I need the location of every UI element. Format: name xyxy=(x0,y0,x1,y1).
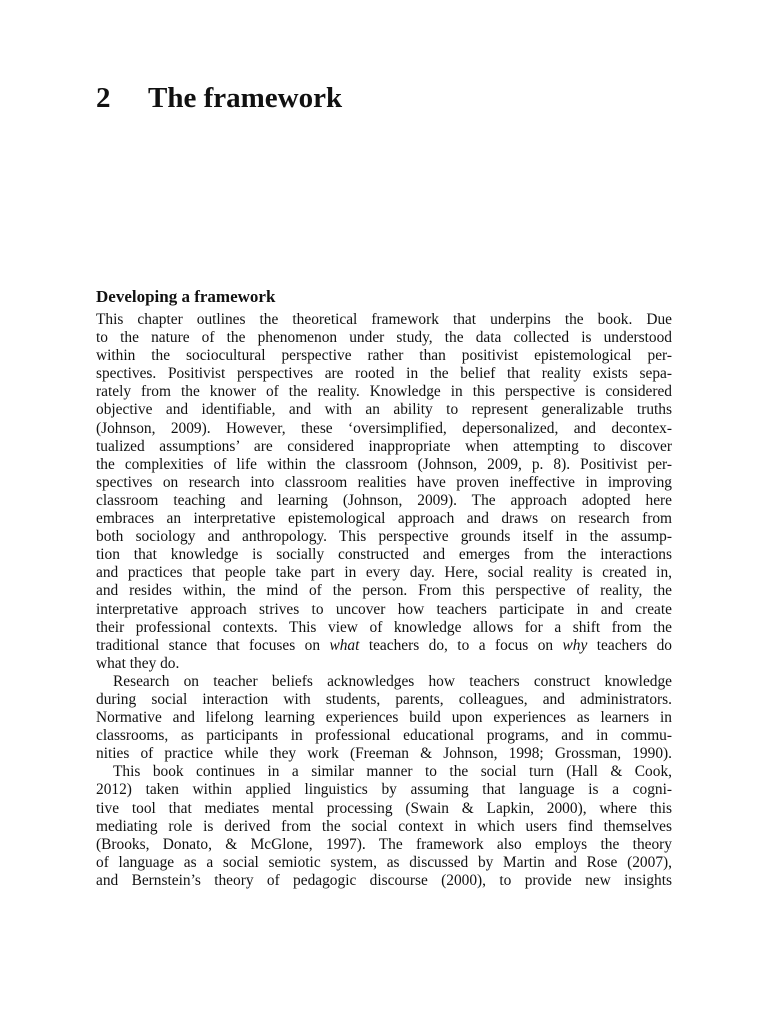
text-line: classroom teaching and learning (Johnson, 2009). The approach adopted here xyxy=(96,491,672,509)
text-line: Research on teacher beliefs acknowledges how teachers construct knowledge xyxy=(113,672,672,690)
text-line: tion that knowledge is socially constructed and emerges from the interactions xyxy=(96,546,672,564)
paragraph-3 xyxy=(96,763,672,890)
text-line: tive tool that mediates mental processing (Swain & Lapkin, 2000), where this xyxy=(96,799,672,817)
text-line: (Brooks, Donato, & McGlone, 1997). The framework also employs the theory xyxy=(96,835,672,853)
emphasis-why: why xyxy=(562,636,588,654)
text-line: spectives on research into classroom realities have proven ineffective in improving xyxy=(96,473,672,491)
text-line: This book continues in a similar manner to the social turn (Hall & Cook, xyxy=(113,763,672,781)
text-line: interpretative approach strives to uncover how teachers participate in and create xyxy=(96,600,672,618)
text-line: what they do. xyxy=(96,654,180,672)
text-line: and Bernstein’s theory of pedagogic discourse (2000), to provide new insights xyxy=(96,871,672,889)
text-fragment: traditional stance that focuses on xyxy=(96,636,330,654)
text-line: nities of practice while they work (Freeman & Johnson, 1998; Grossman, 1990). xyxy=(96,745,672,763)
chapter-number: 2 xyxy=(96,82,111,114)
text-line: mediating role is derived from the social context in which users find themselves xyxy=(96,817,672,835)
text-line: within the sociocultural perspective rather than positivist epistemological per- xyxy=(96,347,672,365)
text-line: during social interaction with students, parents, colleagues, and administrators. xyxy=(96,690,672,708)
paragraph-2 xyxy=(96,673,672,763)
text-line-with-emphasis xyxy=(96,637,672,655)
text-line: (Johnson, 2009). However, these ‘oversimplified, depersonalized, and decontex- xyxy=(96,419,672,437)
text-line: objective and identifiable, and with an ability to represent generalizable truths xyxy=(96,401,672,419)
text-line: This chapter outlines the theoretical framework that underpins the book. Due xyxy=(96,311,672,328)
text-line: their professional contexts. This view of knowledge allows for a shift from the xyxy=(96,618,672,636)
emphasis-what: what xyxy=(329,636,360,654)
text-line: tualized assumptions’ are considered inappropriate when attempting to discover xyxy=(96,437,672,455)
text-line: embraces an interpretative epistemological approach and draws on research from xyxy=(96,510,672,528)
section-heading: Developing a framework xyxy=(96,287,276,306)
text-line: 2012) taken within applied linguistics by assuming that language is a cogni- xyxy=(96,781,672,799)
text-line: classrooms, as participants in professional educational programs, and in commu- xyxy=(96,727,672,745)
text-line: and practices that people take part in every day. Here, social reality is created in, xyxy=(96,564,672,582)
text-fragment: teachers do, to a focus on xyxy=(359,636,563,654)
text-line: of language as a social semiotic system, as discussed by Martin and Rose (2007), xyxy=(96,853,672,871)
chapter-content xyxy=(96,286,672,890)
text-fragment: teachers do xyxy=(587,636,672,654)
text-line: rately from the knower of the reality. Knowledge in this perspective is considered xyxy=(96,383,672,401)
text-line: spectives. Positivist perspectives are rooted in the belief that reality exists sepa- xyxy=(96,365,672,383)
text-line: Normative and lifelong learning experiences build upon experiences as learners in xyxy=(96,709,672,727)
chapter-title xyxy=(96,80,342,116)
text-line: and resides within, the mind of the person. From this perspective of reality, the xyxy=(96,582,672,600)
text-line: both sociology and anthropology. This perspective grounds itself in the assump- xyxy=(96,528,672,546)
paragraph-1 xyxy=(96,311,672,673)
text-line: to the nature of the phenomenon under study, the data collected is understood xyxy=(96,329,672,347)
chapter-title-text: The framework xyxy=(148,82,343,114)
text-line: the complexities of life within the classroom (Johnson, 2009, p. 8). Positivist per- xyxy=(96,455,672,473)
